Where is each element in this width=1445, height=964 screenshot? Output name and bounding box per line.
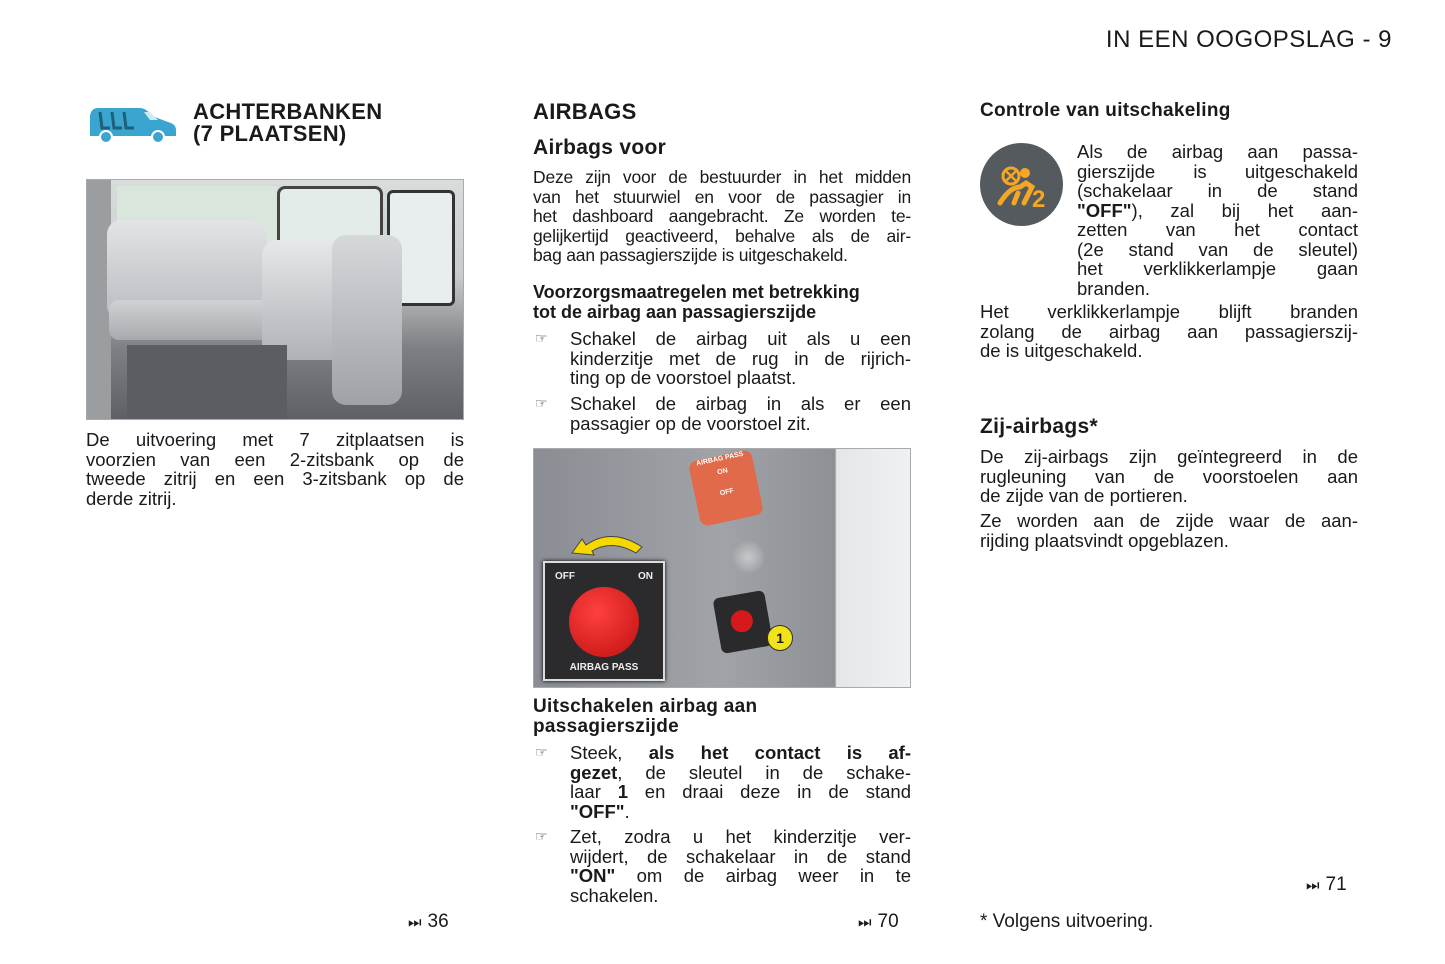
- text-segment: .: [624, 800, 630, 822]
- text-line: schakelen.: [570, 884, 659, 906]
- text-line: [570, 866, 911, 886]
- text-segment: , de sleutel in de schake-: [617, 761, 911, 783]
- subheading-front-airbags: Airbags voor: [533, 136, 667, 159]
- text-line: zetten van het contact: [1077, 219, 1358, 240]
- svg-text:2: 2: [1032, 186, 1046, 213]
- rotate-arrow-icon: [568, 525, 648, 557]
- text-segment: Steek,: [570, 742, 649, 763]
- text-line: kinderzitje met de rug in de rijrich-: [570, 347, 911, 369]
- precaution-bullet: [570, 329, 911, 388]
- page-reference-36[interactable]: [408, 911, 449, 933]
- airbag-sticker: [688, 449, 764, 527]
- text-line: gierszijde is uitgeschakeld: [1077, 160, 1358, 182]
- next-page-icon: ⏭: [1306, 877, 1320, 894]
- text-line: rijding plaatsvindt opgeblazen.: [980, 529, 1229, 551]
- text-segment: laar: [570, 781, 618, 802]
- text-line: de zijde van de portieren.: [980, 485, 1188, 506]
- text-line: voorzien van een 2-zitsbank op de: [86, 448, 464, 470]
- precaution-bullet: [570, 394, 911, 433]
- side-airbags-deployment: [980, 511, 1358, 550]
- bold-text: gezet: [570, 761, 618, 783]
- text-line: (schakelaar in de stand: [1077, 180, 1358, 201]
- page-number: 70: [877, 911, 899, 932]
- passenger-airbag-off-icon: [980, 143, 1063, 226]
- bold-text: "OFF": [570, 800, 625, 822]
- page-header: IN EEN OOGOPSLAG - 9: [1105, 26, 1392, 53]
- footnote: * Volgens uitvoering.: [980, 911, 1154, 932]
- page-reference-71[interactable]: [1306, 874, 1347, 896]
- text-line: van het stuurwiel en voor de passagier in: [533, 186, 911, 207]
- on-label: ON: [638, 571, 653, 582]
- heading-line: Uitschakelen airbag aan: [533, 696, 758, 717]
- bold-text: "ON": [570, 865, 616, 886]
- text-line: Ze worden aan de zijde waar de aan-: [980, 510, 1358, 531]
- disable-step-bullet: [570, 743, 911, 821]
- text-line: Schakel de airbag in als er een: [570, 393, 911, 414]
- text-segment: ), zal bij het aan-: [1131, 199, 1358, 221]
- heading-line: tot de airbag aan passagierszijde: [533, 301, 817, 322]
- bold-text: 1: [617, 781, 628, 802]
- text-line: Deze zijn voor de bestuurder in het midden: [533, 167, 911, 187]
- text-line: Schakel de airbag uit als u een: [570, 328, 911, 349]
- text-line: [570, 743, 911, 763]
- page-number: 71: [1325, 874, 1347, 895]
- text-segment: om de airbag weer in te: [615, 865, 911, 886]
- page-reference-70[interactable]: [858, 911, 899, 933]
- rear-seats-photo: [86, 179, 464, 420]
- text-line: bag aan passagierszijde is uitgeschakeld.: [533, 245, 848, 265]
- pointing-hand-icon: ☞: [535, 395, 548, 411]
- text-line: Als de airbag aan passa-: [1077, 141, 1358, 162]
- text-line: [1077, 201, 1358, 221]
- deactivation-check-text: [1077, 142, 1358, 298]
- bold-text: "OFF": [1077, 199, 1132, 221]
- text-line: Zet, zodra u het kinderzitje ver-: [570, 826, 911, 847]
- front-airbags-description: [533, 168, 911, 266]
- van-seats-icon: [88, 104, 178, 144]
- text-line: het dashboard aangebracht. Ze worden te-: [533, 206, 911, 226]
- deactivation-check-heading: Controle van uitschakeling: [980, 100, 1231, 121]
- text-line: de is uitgeschakeld.: [980, 340, 1143, 361]
- heading-line: passagierszijde: [533, 715, 680, 737]
- airbag-switch-photo: [533, 448, 911, 688]
- switch-closeup: [543, 561, 665, 681]
- text-line: branden.: [1077, 277, 1151, 299]
- text-line: [570, 802, 911, 822]
- text-line: (2e stand van de sleutel): [1077, 238, 1358, 260]
- text-line: ting op de voorstoel plaatst.: [570, 367, 797, 388]
- side-airbags-description: [980, 447, 1358, 506]
- off-label: OFF: [555, 571, 575, 582]
- sticker-off: OFF: [719, 487, 735, 498]
- sticker-title: AIRBAG PASS: [695, 450, 745, 468]
- text-line: [570, 782, 911, 802]
- text-line: Het verklikkerlampje blijft branden: [980, 301, 1358, 322]
- side-airbags-heading: Zij-airbags*: [980, 415, 1098, 438]
- pointing-hand-icon: ☞: [535, 828, 548, 844]
- warning-lamp-text: [980, 302, 1358, 361]
- enable-step-bullet: [570, 827, 911, 905]
- text-line: passagier op de voorstoel zit.: [570, 412, 811, 434]
- pointing-hand-icon: ☞: [535, 744, 548, 760]
- bold-text: als het contact is af-: [648, 742, 911, 763]
- text-segment: en draai deze in de stand: [627, 781, 911, 802]
- text-line: derde zitrij.: [86, 487, 177, 509]
- page-number: 36: [427, 911, 449, 932]
- rear-seats-description: [86, 430, 464, 508]
- next-page-icon: ⏭: [858, 914, 872, 931]
- precautions-heading: [533, 283, 860, 322]
- section-heading-airbags: AIRBAGS: [533, 99, 637, 124]
- heading-line: Voorzorgsmaatregelen met betrekking: [533, 282, 860, 302]
- airbag-pass-label: AIRBAG PASS: [569, 662, 639, 673]
- heading-line: ACHTERBANKEN: [193, 99, 383, 124]
- text-line: De uitvoering met 7 zitplaatsen is: [86, 429, 464, 450]
- text-line: wijdert, de schakelaar in de stand: [570, 845, 911, 867]
- disable-airbag-heading: [533, 697, 757, 736]
- text-line: [570, 763, 911, 783]
- pointing-hand-icon: ☞: [535, 330, 548, 346]
- text-line: zolang de airbag aan passagierszij-: [980, 320, 1358, 342]
- next-page-icon: ⏭: [408, 914, 422, 931]
- sticker-on: ON: [716, 467, 729, 477]
- heading-line: (7 PLAATSEN): [193, 121, 347, 146]
- text-line: rugleuning van de voorstoelen aan: [980, 465, 1358, 487]
- text-line: gelijkertijd geactiveerd, behalve als de air-: [533, 225, 911, 246]
- text-line: tweede zitrij en een 3-zitsbank op de: [86, 468, 464, 489]
- text-line: De zij-airbags zijn geïntegreerd in de: [980, 446, 1358, 467]
- callout-1: 1: [767, 625, 793, 651]
- text-line: het verklikkerlampje gaan: [1077, 258, 1358, 279]
- section-heading-rear-seats: [193, 101, 382, 145]
